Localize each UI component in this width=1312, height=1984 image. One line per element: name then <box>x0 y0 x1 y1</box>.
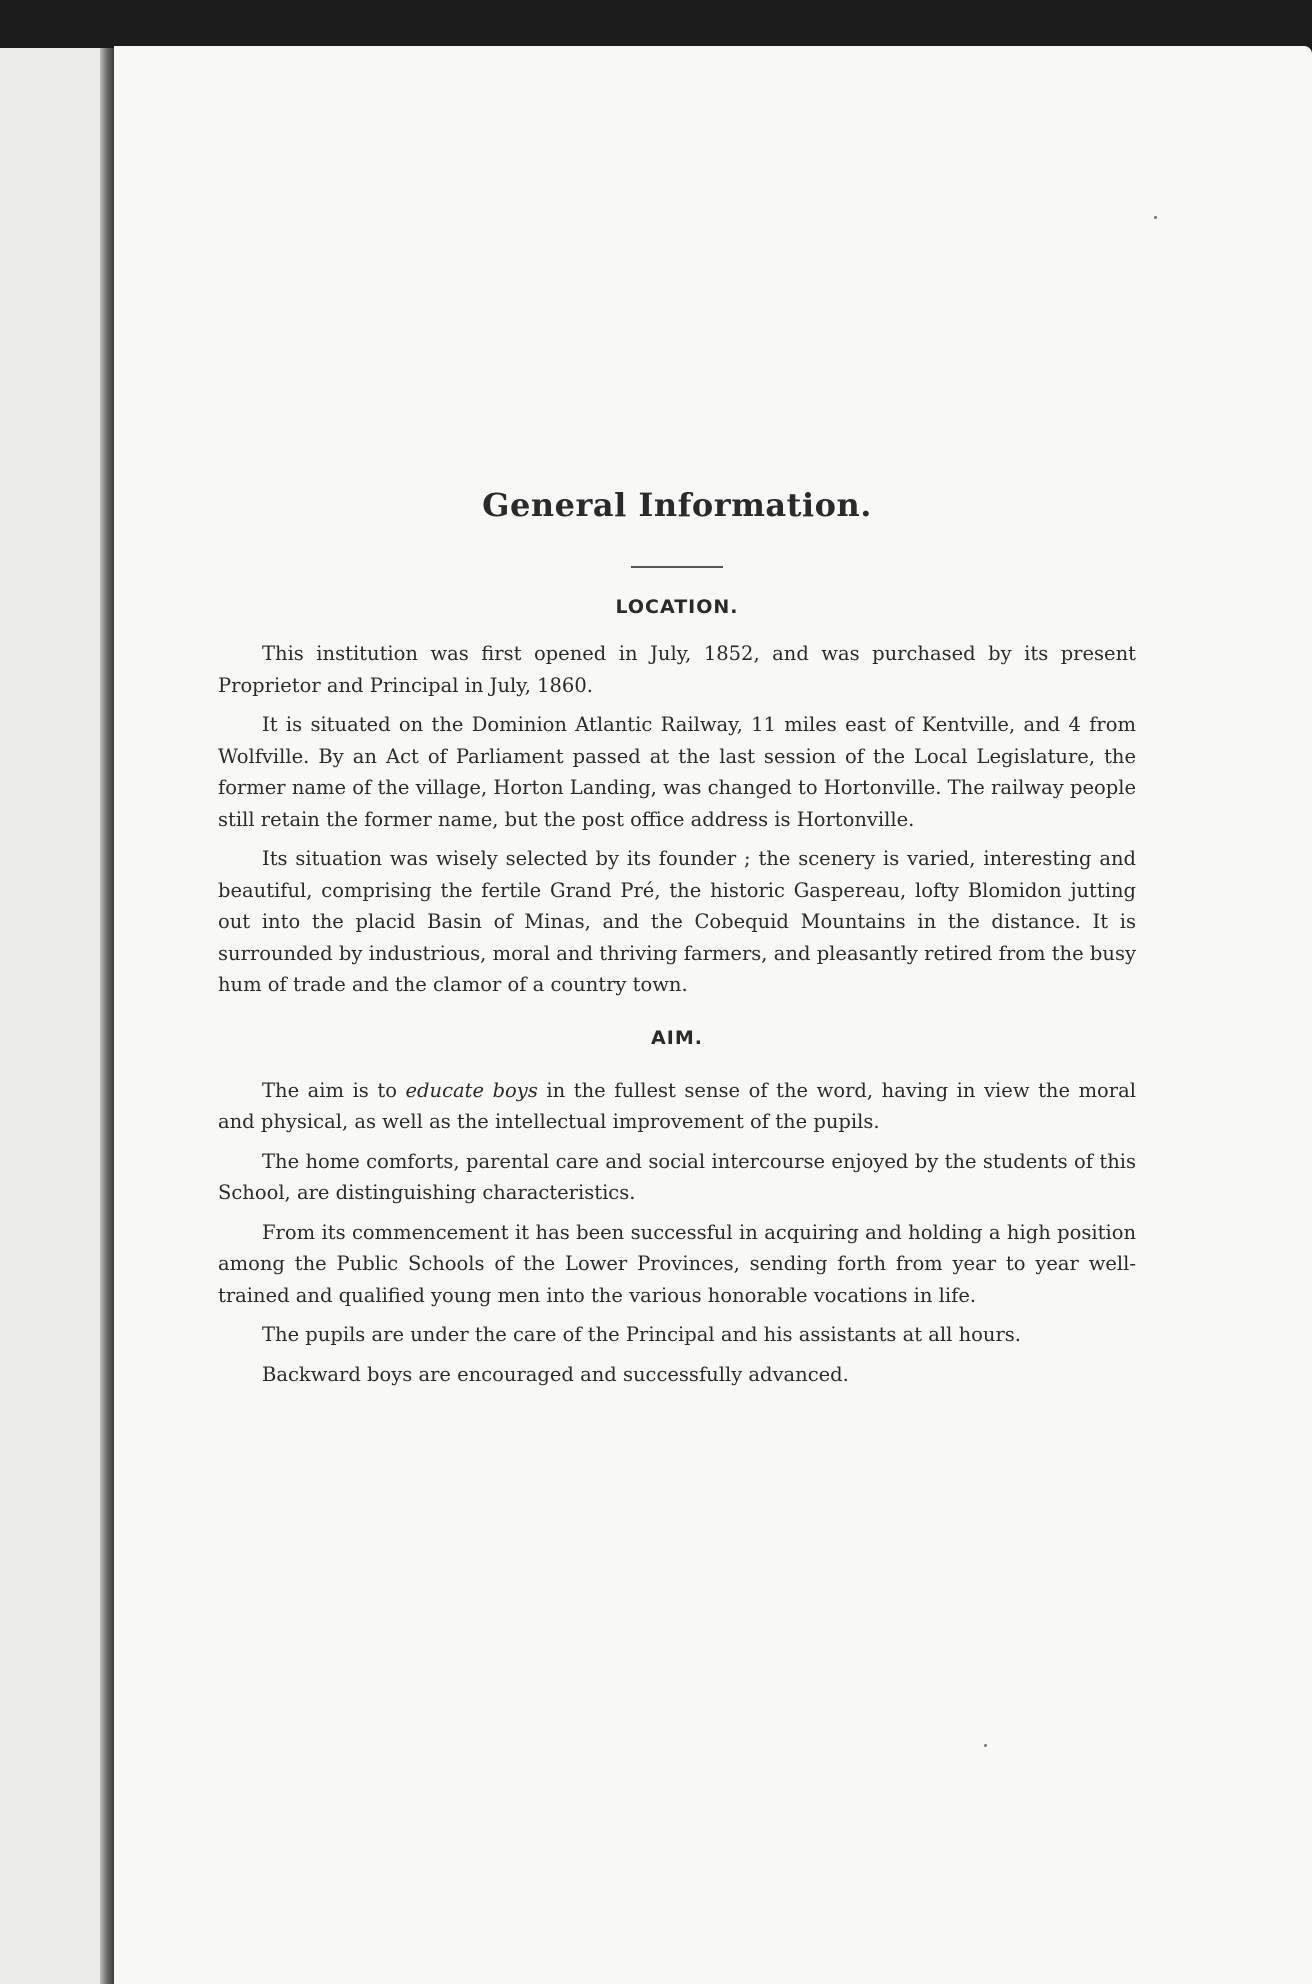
paragraph: Its situation was wisely selected by its founder ; the scenery is varied, interesting and beautiful, comprising the fertile Grand Pré, the historic Gaspereau, lofty Blomidon jutting out into the placid Basin of Minas, and the Cobequid Mountains in the distance. It is surrounded by industrious, moral and thriving farmers, and pleasantly retired from the busy hum of trade and the clamor of a country town. <box>218 847 1136 996</box>
facing-page-edge <box>0 48 112 1984</box>
section-heading-location: LOCATION. <box>615 596 739 618</box>
paragraph: Backward boys are encouraged and successfully advanced. <box>262 1362 849 1386</box>
section-heading-aim: AIM. <box>651 1026 703 1049</box>
paper-speck <box>984 1744 987 1747</box>
aim-intro-text: in the fullest sense of the word, having in view the moral and physical, as well as the intellectual improvement of the pupils. <box>218 1078 1136 1133</box>
paragraph: From its commencement it has been successful in acquiring and holding a high position among the Public Schools of the Lower Provinces, sending forth from year to year well-trained and qualified young men into the various honorable vocations in life. <box>218 1220 1136 1307</box>
paragraph-aim-intro <box>218 1075 1136 1138</box>
paragraph: It is situated on the Dominion Atlantic Railway, 11 miles east of Kentville, and 4 from Wolfville. By an Act of Parliament passed at the last session of the Local Legislature, the former name of the village, Horton Landing, was changed to Hortonville. The railway people still retain the former name, but the post office address is Hortonville. <box>218 713 1136 831</box>
location-section <box>218 596 1136 1001</box>
emphasis-text: educate boys <box>405 1078 538 1102</box>
paragraph: The home comforts, parental care and social intercourse enjoyed by the students of this School, are distinguishing characteristics. <box>218 1149 1136 1204</box>
page-content <box>218 486 1136 1398</box>
page-title: General Information. <box>482 486 872 524</box>
book-binding <box>100 48 114 1984</box>
paragraph: The pupils are under the care of the Principal and his assistants at all hours. <box>262 1323 1021 1346</box>
aim-intro-text: The aim is to <box>262 1078 406 1102</box>
document-page <box>114 46 1312 1984</box>
title-divider <box>631 566 723 568</box>
aim-section <box>218 1027 1136 1391</box>
paper-speck <box>1154 216 1157 219</box>
paragraph: This institution was first opened in July, 1852, and was purchased by its present Proprietor and Principal in July, 1860. <box>218 642 1136 697</box>
